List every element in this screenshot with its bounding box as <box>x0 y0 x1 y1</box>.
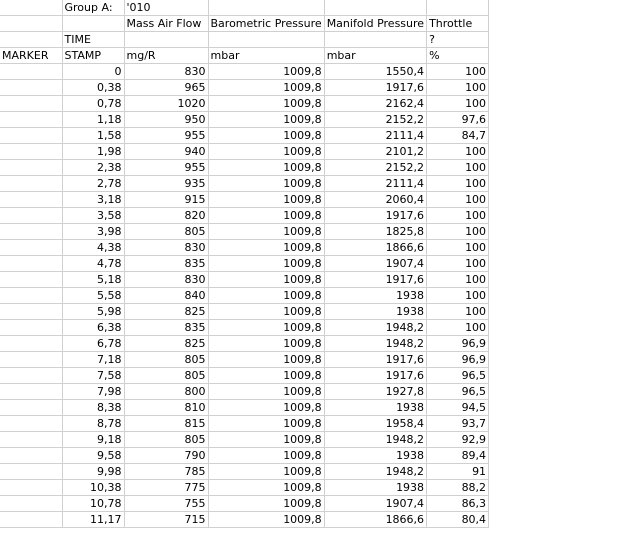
data-cell[interactable]: 1020 <box>124 96 208 112</box>
marker-cell[interactable] <box>0 400 62 416</box>
data-cell[interactable]: 9,18 <box>62 432 124 448</box>
data-cell[interactable]: 8,78 <box>62 416 124 432</box>
marker-cell[interactable] <box>0 224 62 240</box>
table-row <box>0 432 489 448</box>
header-cell[interactable]: mbar <box>324 48 426 64</box>
data-cell[interactable]: 1009,8 <box>208 480 324 496</box>
marker-cell[interactable] <box>0 512 62 528</box>
data-cell[interactable]: 820 <box>124 208 208 224</box>
data-cell[interactable]: 80,4 <box>427 512 489 528</box>
data-cell[interactable]: 1927,8 <box>324 384 426 400</box>
data-cell[interactable]: 810 <box>124 400 208 416</box>
data-cell[interactable]: 100 <box>427 240 489 256</box>
data-cell[interactable]: 0,38 <box>62 80 124 96</box>
data-cell[interactable]: 1009,8 <box>208 128 324 144</box>
data-cell[interactable]: 6,38 <box>62 320 124 336</box>
marker-cell[interactable] <box>0 384 62 400</box>
header-cell[interactable]: MARKER <box>0 48 62 64</box>
header-cell[interactable] <box>324 0 426 16</box>
table-row <box>0 272 489 288</box>
header-cell[interactable] <box>0 32 62 48</box>
data-cell[interactable]: 1907,4 <box>324 256 426 272</box>
data-cell[interactable]: 1009,8 <box>208 64 324 80</box>
table-row <box>0 288 489 304</box>
table-row <box>0 80 489 96</box>
data-cell[interactable]: 2060,4 <box>324 192 426 208</box>
data-cell[interactable]: 935 <box>124 176 208 192</box>
data-cell[interactable]: 100 <box>427 320 489 336</box>
data-cell[interactable]: 0 <box>62 64 124 80</box>
table-row <box>0 304 489 320</box>
data-cell[interactable]: 1948,2 <box>324 432 426 448</box>
data-cell[interactable]: 940 <box>124 144 208 160</box>
data-cell[interactable]: 965 <box>124 80 208 96</box>
data-cell[interactable]: 1917,6 <box>324 80 426 96</box>
data-cell[interactable]: 1009,8 <box>208 432 324 448</box>
data-cell[interactable]: 6,78 <box>62 336 124 352</box>
marker-cell[interactable] <box>0 208 62 224</box>
data-cell[interactable]: 2111,4 <box>324 176 426 192</box>
data-cell[interactable]: 1917,6 <box>324 272 426 288</box>
data-cell[interactable]: 100 <box>427 64 489 80</box>
marker-cell[interactable] <box>0 80 62 96</box>
header-cell[interactable]: '010 <box>124 0 208 16</box>
data-cell[interactable]: 1,98 <box>62 144 124 160</box>
header-cell[interactable]: Group A: <box>62 0 124 16</box>
header-cell[interactable]: Mass Air Flow <box>124 16 208 32</box>
data-cell[interactable]: 1009,8 <box>208 352 324 368</box>
data-cell[interactable]: 825 <box>124 336 208 352</box>
marker-cell[interactable] <box>0 64 62 80</box>
header-cell[interactable] <box>208 0 324 16</box>
header-row <box>0 48 489 64</box>
data-cell[interactable]: 2162,4 <box>324 96 426 112</box>
data-cell[interactable]: 1009,8 <box>208 368 324 384</box>
data-cell[interactable]: 0,78 <box>62 96 124 112</box>
marker-cell[interactable] <box>0 304 62 320</box>
data-cell[interactable]: 1917,6 <box>324 352 426 368</box>
data-cell[interactable]: 830 <box>124 240 208 256</box>
data-cell[interactable]: 830 <box>124 272 208 288</box>
data-cell[interactable]: 96,5 <box>427 368 489 384</box>
data-cell[interactable]: 815 <box>124 416 208 432</box>
data-cell[interactable]: 2101,2 <box>324 144 426 160</box>
data-cell[interactable]: 10,38 <box>62 480 124 496</box>
data-cell[interactable]: 11,17 <box>62 512 124 528</box>
data-cell[interactable]: 1009,8 <box>208 80 324 96</box>
marker-cell[interactable] <box>0 144 62 160</box>
table-row <box>0 400 489 416</box>
data-cell[interactable]: 1009,8 <box>208 512 324 528</box>
data-cell[interactable]: 1938 <box>324 480 426 496</box>
marker-cell[interactable] <box>0 256 62 272</box>
marker-cell[interactable] <box>0 240 62 256</box>
marker-cell[interactable] <box>0 416 62 432</box>
marker-cell[interactable] <box>0 192 62 208</box>
header-cell[interactable]: ? <box>427 32 489 48</box>
header-cell[interactable]: mg/R <box>124 48 208 64</box>
header-row <box>0 32 489 48</box>
data-cell[interactable]: 2,78 <box>62 176 124 192</box>
data-cell[interactable]: 1009,8 <box>208 256 324 272</box>
data-cell[interactable]: 1917,6 <box>324 208 426 224</box>
header-cell[interactable] <box>62 16 124 32</box>
table-row <box>0 144 489 160</box>
data-cell[interactable]: 3,98 <box>62 224 124 240</box>
data-cell[interactable]: 1009,8 <box>208 304 324 320</box>
data-cell[interactable]: 8,38 <box>62 400 124 416</box>
data-cell[interactable]: 1917,6 <box>324 368 426 384</box>
data-cell[interactable]: 835 <box>124 256 208 272</box>
data-cell[interactable]: 1866,6 <box>324 512 426 528</box>
data-cell[interactable]: 89,4 <box>427 448 489 464</box>
data-cell[interactable]: 100 <box>427 256 489 272</box>
table-row <box>0 384 489 400</box>
data-cell[interactable]: 1009,8 <box>208 320 324 336</box>
data-cell[interactable]: 840 <box>124 288 208 304</box>
table-row <box>0 192 489 208</box>
table-row <box>0 320 489 336</box>
data-cell[interactable]: 1009,8 <box>208 176 324 192</box>
data-cell[interactable]: 4,78 <box>62 256 124 272</box>
data-cell[interactable]: 1907,4 <box>324 496 426 512</box>
header-cell[interactable]: Barometric Pressure <box>208 16 324 32</box>
table-row <box>0 480 489 496</box>
data-cell[interactable]: 1,18 <box>62 112 124 128</box>
table-row <box>0 416 489 432</box>
data-cell[interactable]: 830 <box>124 64 208 80</box>
data-cell[interactable]: 1948,2 <box>324 320 426 336</box>
data-cell[interactable]: 1009,8 <box>208 112 324 128</box>
data-cell[interactable]: 97,6 <box>427 112 489 128</box>
data-cell[interactable]: 1958,4 <box>324 416 426 432</box>
data-cell[interactable]: 1948,2 <box>324 336 426 352</box>
data-cell[interactable]: 915 <box>124 192 208 208</box>
data-cell[interactable]: 1009,8 <box>208 384 324 400</box>
marker-cell[interactable] <box>0 112 62 128</box>
header-cell[interactable]: mbar <box>208 48 324 64</box>
data-cell[interactable]: 5,58 <box>62 288 124 304</box>
data-cell[interactable]: 94,5 <box>427 400 489 416</box>
data-cell[interactable]: 84,7 <box>427 128 489 144</box>
data-cell[interactable]: 91 <box>427 464 489 480</box>
header-cell[interactable]: STAMP <box>62 48 124 64</box>
marker-cell[interactable] <box>0 96 62 112</box>
data-cell[interactable]: 1009,8 <box>208 160 324 176</box>
data-cell[interactable]: 1938 <box>324 304 426 320</box>
marker-cell[interactable] <box>0 272 62 288</box>
data-cell[interactable]: 100 <box>427 272 489 288</box>
table-row <box>0 496 489 512</box>
data-cell[interactable]: 5,18 <box>62 272 124 288</box>
data-cell[interactable]: 96,9 <box>427 352 489 368</box>
data-cell[interactable]: 755 <box>124 496 208 512</box>
data-cell[interactable]: 100 <box>427 176 489 192</box>
data-cell[interactable]: 1009,8 <box>208 288 324 304</box>
marker-cell[interactable] <box>0 176 62 192</box>
data-cell[interactable]: 93,7 <box>427 416 489 432</box>
table-row <box>0 240 489 256</box>
data-cell[interactable]: 955 <box>124 160 208 176</box>
table-row <box>0 64 489 80</box>
data-cell[interactable]: 2152,2 <box>324 160 426 176</box>
data-cell[interactable]: 9,58 <box>62 448 124 464</box>
data-cell[interactable]: 805 <box>124 352 208 368</box>
header-cell[interactable] <box>124 32 208 48</box>
data-cell[interactable]: 9,98 <box>62 464 124 480</box>
header-cell[interactable] <box>324 32 426 48</box>
marker-cell[interactable] <box>0 336 62 352</box>
table-row <box>0 464 489 480</box>
table-row <box>0 160 489 176</box>
data-cell[interactable]: 100 <box>427 160 489 176</box>
data-cell[interactable]: 1009,8 <box>208 416 324 432</box>
data-cell[interactable]: 805 <box>124 224 208 240</box>
marker-cell[interactable] <box>0 496 62 512</box>
header-cell[interactable] <box>427 0 489 16</box>
table-row <box>0 224 489 240</box>
data-cell[interactable]: 1009,8 <box>208 224 324 240</box>
data-cell[interactable]: 92,9 <box>427 432 489 448</box>
data-cell[interactable]: 86,3 <box>427 496 489 512</box>
table-row <box>0 176 489 192</box>
marker-cell[interactable] <box>0 480 62 496</box>
marker-cell[interactable] <box>0 352 62 368</box>
data-cell[interactable]: 4,38 <box>62 240 124 256</box>
data-cell[interactable]: 800 <box>124 384 208 400</box>
data-cell[interactable]: 1938 <box>324 288 426 304</box>
table-row <box>0 256 489 272</box>
table-row <box>0 352 489 368</box>
data-cell[interactable]: 7,18 <box>62 352 124 368</box>
data-cell[interactable]: 1938 <box>324 448 426 464</box>
data-cell[interactable]: 100 <box>427 80 489 96</box>
table-row <box>0 208 489 224</box>
data-cell[interactable]: 1,58 <box>62 128 124 144</box>
data-cell[interactable]: 100 <box>427 192 489 208</box>
data-cell[interactable]: 1009,8 <box>208 96 324 112</box>
data-cell[interactable]: 805 <box>124 432 208 448</box>
data-cell[interactable]: 715 <box>124 512 208 528</box>
data-cell[interactable]: 7,98 <box>62 384 124 400</box>
data-cell[interactable]: 1938 <box>324 400 426 416</box>
table-row <box>0 128 489 144</box>
header-cell[interactable] <box>0 16 62 32</box>
header-cell[interactable]: Manifold Pressure <box>324 16 426 32</box>
data-cell[interactable]: 7,58 <box>62 368 124 384</box>
marker-cell[interactable] <box>0 448 62 464</box>
data-cell[interactable]: 1009,8 <box>208 336 324 352</box>
table-row <box>0 112 489 128</box>
data-cell[interactable]: 1825,8 <box>324 224 426 240</box>
data-cell[interactable]: 1009,8 <box>208 464 324 480</box>
data-cell[interactable]: 950 <box>124 112 208 128</box>
marker-cell[interactable] <box>0 320 62 336</box>
data-cell[interactable]: 785 <box>124 464 208 480</box>
data-cell[interactable]: 2152,2 <box>324 112 426 128</box>
data-cell[interactable]: 790 <box>124 448 208 464</box>
marker-cell[interactable] <box>0 432 62 448</box>
marker-cell[interactable] <box>0 160 62 176</box>
data-cell[interactable]: 100 <box>427 144 489 160</box>
data-cell[interactable]: 1948,2 <box>324 464 426 480</box>
data-cell[interactable]: 5,98 <box>62 304 124 320</box>
data-cell[interactable]: 100 <box>427 304 489 320</box>
header-cell[interactable]: TIME <box>62 32 124 48</box>
header-cell[interactable] <box>0 0 62 16</box>
header-row <box>0 0 489 16</box>
data-cell[interactable]: 100 <box>427 96 489 112</box>
data-cell[interactable]: 3,58 <box>62 208 124 224</box>
data-cell[interactable]: 1009,8 <box>208 144 324 160</box>
data-cell[interactable]: 1009,8 <box>208 192 324 208</box>
data-cell[interactable]: 10,78 <box>62 496 124 512</box>
data-cell[interactable]: 88,2 <box>427 480 489 496</box>
data-cell[interactable]: 1009,8 <box>208 448 324 464</box>
data-cell[interactable]: 1009,8 <box>208 496 324 512</box>
table-row <box>0 512 489 528</box>
header-row <box>0 16 489 32</box>
marker-cell[interactable] <box>0 368 62 384</box>
table-row <box>0 448 489 464</box>
data-cell[interactable]: 100 <box>427 288 489 304</box>
data-cell[interactable]: 1009,8 <box>208 240 324 256</box>
marker-cell[interactable] <box>0 464 62 480</box>
data-cell[interactable]: 3,18 <box>62 192 124 208</box>
data-cell[interactable]: 100 <box>427 208 489 224</box>
header-cell[interactable]: Throttle <box>427 16 489 32</box>
data-cell[interactable]: 100 <box>427 224 489 240</box>
marker-cell[interactable] <box>0 288 62 304</box>
data-cell[interactable]: 1550,4 <box>324 64 426 80</box>
data-cell[interactable]: 1009,8 <box>208 400 324 416</box>
data-cell[interactable]: 805 <box>124 368 208 384</box>
data-cell[interactable]: 96,9 <box>427 336 489 352</box>
data-cell[interactable]: 825 <box>124 304 208 320</box>
table-row <box>0 368 489 384</box>
header-cell[interactable] <box>208 32 324 48</box>
data-cell[interactable]: 955 <box>124 128 208 144</box>
marker-cell[interactable] <box>0 128 62 144</box>
data-cell[interactable]: 775 <box>124 480 208 496</box>
header-cell[interactable]: % <box>427 48 489 64</box>
data-cell[interactable]: 2111,4 <box>324 128 426 144</box>
table-row <box>0 96 489 112</box>
data-cell[interactable]: 96,5 <box>427 384 489 400</box>
data-cell[interactable]: 2,38 <box>62 160 124 176</box>
data-cell[interactable]: 1866,6 <box>324 240 426 256</box>
data-cell[interactable]: 1009,8 <box>208 272 324 288</box>
data-cell[interactable]: 1009,8 <box>208 208 324 224</box>
table-row <box>0 336 489 352</box>
data-cell[interactable]: 835 <box>124 320 208 336</box>
